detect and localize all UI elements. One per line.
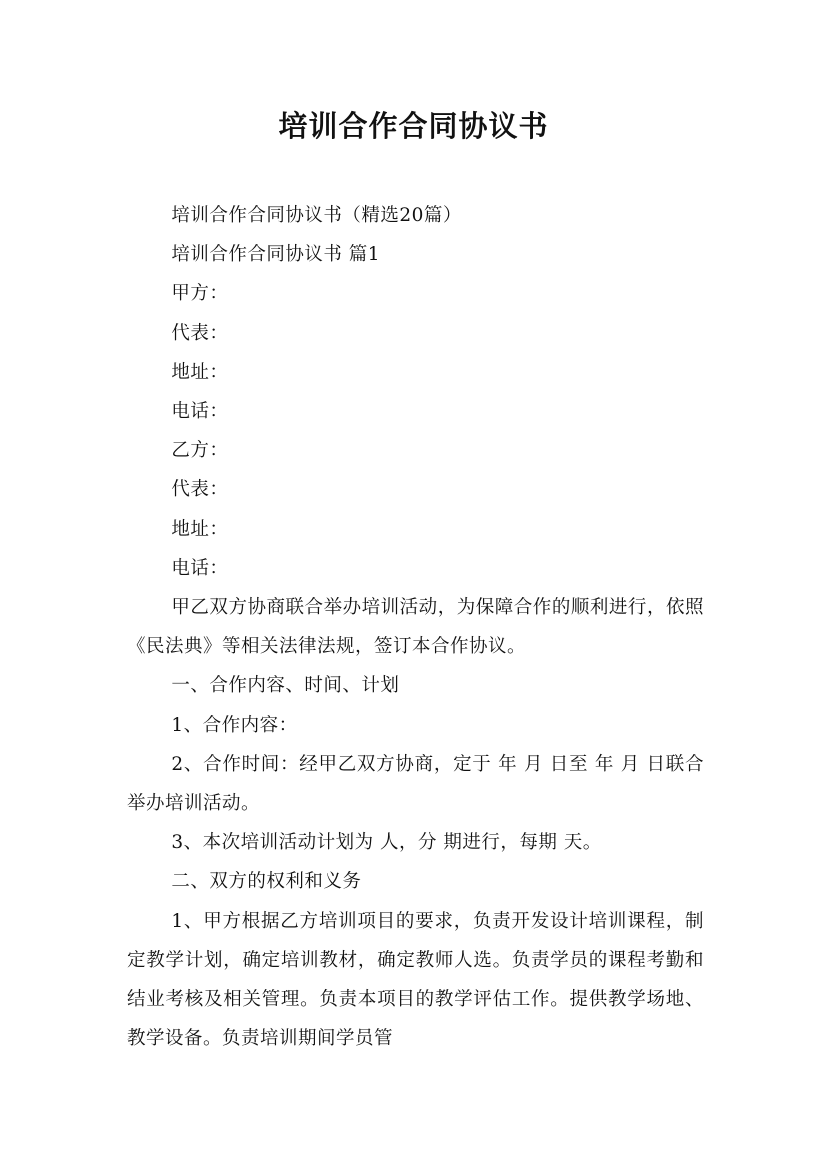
clause-2-1: 1、甲方根据乙方培训项目的要求，负责开发设计培训课程，制定教学计划，确定培训教材，确定教师人选。负责学员的课程考勤和结业考核及相关管理。负责本项目的教学评估工作。提供教学场地、教学设备。负责培训期间学员管: [127, 910, 704, 1050]
party-a-label: 甲方：: [171, 283, 229, 305]
clause-1-2: 2、合作时间：经甲乙双方协商，定于 年 月 日至 年 月 日联合举办培训活动。: [127, 753, 704, 815]
clause-1-3: 3、本次培训活动计划为 人，分 期进行，每期 天。: [171, 832, 602, 854]
document-title: 培训合作合同协议书: [278, 109, 549, 143]
party-b-address: 地址：: [171, 518, 229, 540]
intro-paragraph: 甲乙双方协商联合举办培训活动，为保障合作的顺利进行，依照《民法典》等相关法律法规，签订本合作协议。: [127, 597, 704, 658]
clause-heading-2: 二、双方的权利和义务: [171, 871, 362, 893]
section-heading: 培训合作合同协议书 篇1: [171, 244, 381, 266]
party-a-representative: 代表：: [171, 322, 229, 344]
subtitle-paragraph: 培训合作合同协议书（精选20篇）: [171, 205, 462, 226]
clause-heading-1: 一、合作内容、时间、计划: [171, 675, 400, 697]
party-b-phone: 电话：: [171, 557, 229, 579]
party-b-label: 乙方：: [171, 440, 229, 462]
document-body: [127, 196, 704, 1058]
party-b-representative: 代表：: [171, 479, 229, 501]
party-a-address: 地址：: [171, 361, 229, 383]
clause-1-1: 1、合作内容：: [171, 714, 298, 736]
party-a-phone: 电话：: [171, 401, 229, 423]
